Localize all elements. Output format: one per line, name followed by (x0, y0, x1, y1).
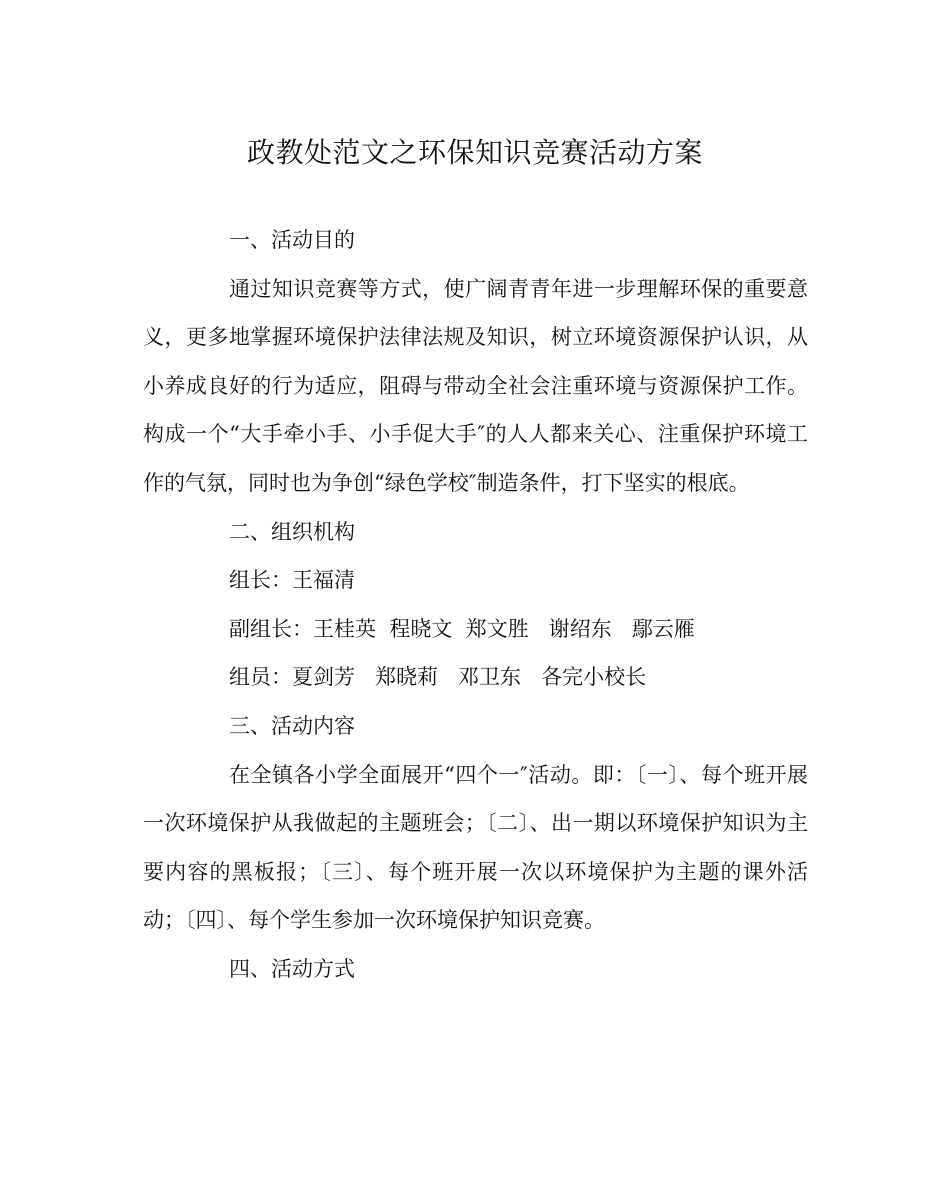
purpose-paragraph: 通过知识竞赛等方式，使广阔青青年进一步理解环保的重要意义，更多地掌握环境保护法律法规及知识，树立环境资源保护认识，从小养成良好的行为适应，阻碍与带动全社会注重环境与资源保护工作。构成一个“大手牵小手、小手促大手″的人人都来关心、注重保护环境工作的气氛，同时也为争创“绿色学校″制造条件，打下坚实的根底。 (143, 276, 808, 495)
section-heading-method: 四、活动方式 (229, 956, 355, 981)
content-paragraph: 在全镇各小学全面展开“四个一″活动。即：〔一〕、每个班开展一次环境保护从我做起的主题班会；〔二〕、出一期以环境保护知识为主要内容的黑板报；〔三〕、每个班开展一次以环境保护为主题的课外活动；〔四〕、每个学生参加一次环境保护知识竞赛。 (143, 762, 808, 933)
section-heading-content: 三、活动内容 (229, 713, 355, 738)
document-body (143, 216, 808, 994)
document-title: 政教处范文之环保知识竞赛活动方案 (246, 136, 703, 169)
section-heading-purpose: 一、活动目的 (229, 228, 355, 252)
section-heading-organization: 二、组织机构 (229, 519, 355, 544)
leader-line: 组长：王福清 (229, 568, 355, 593)
members-line: 组员：夏剑芳 郑晓莉 邓卫东 各完小校长 (229, 665, 647, 690)
vice-leaders-line: 副组长：王桂英 程晓文 郑文胜 谢绍东 鄢云雁 (229, 616, 695, 641)
